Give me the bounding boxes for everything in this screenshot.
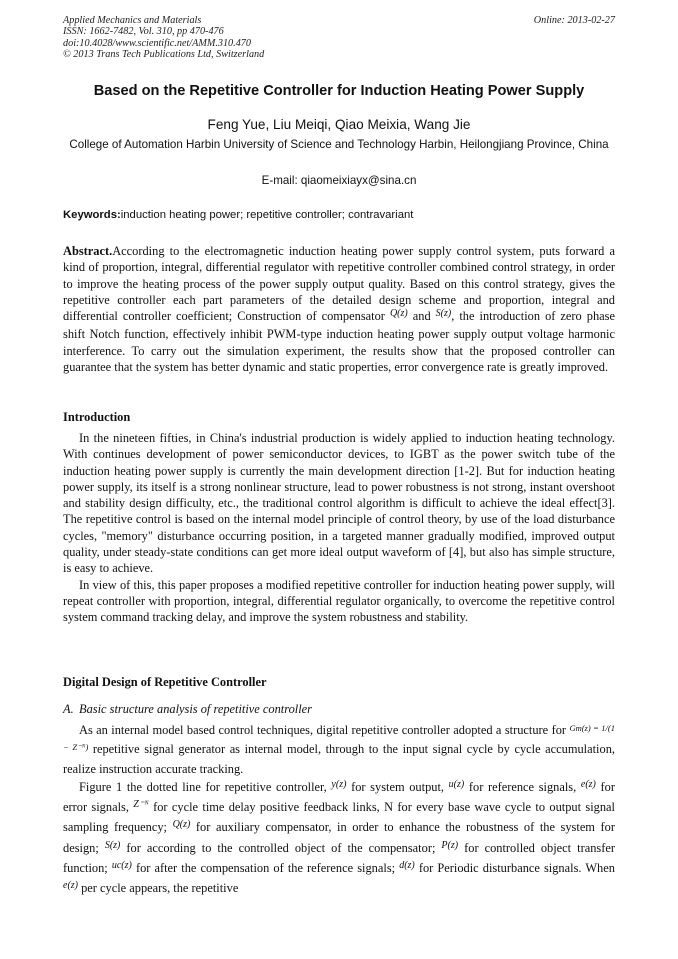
text-run: for controlled object transfer function; [63,840,615,876]
math-s-z: S(z) [435,308,452,320]
affiliation: College of Automation Harbin University of Science and Technology Harbin, Heilongjiang Province, China [69,138,609,151]
abstract-and: and [412,309,431,324]
basic-paragraph-1 [63,721,615,778]
subsection-label: A. [63,702,74,716]
math-y-z: y(z) [331,778,347,790]
doi-line: doi:10.4028/www.scientific.net/AMM.310.470 [63,37,251,49]
intro-paragraph-2: In view of this, this paper proposes a modified repetitive controller for induction heating power supply, will repeat controller with proportion, integral, differential regulator organically, to overcome the repetitive control system command tracking delay, and improve the system robustness and stability. [63,577,615,625]
journal-name: Applied Mechanics and Materials [63,15,202,26]
math-e-z: e(z) [580,778,596,790]
abstract [63,243,615,375]
math-e-z: e(z) [63,880,78,892]
copyright-line: © 2013 Trans Tech Publications Ltd, Switzerland [63,48,265,60]
math-p-z: P(z) [441,839,459,851]
text-run: for error signals, [63,779,615,815]
issn-line: ISSN: 1662-7482, Vol. 310, pp 470-476 [63,26,224,38]
basic-paragraph-2 [63,778,615,900]
subsection-heading [63,702,312,717]
text-run: Figure 1 the dotted line for repetitive controller, [79,779,327,794]
keywords-text: induction heating power; repetitive controller; contravariant [120,209,414,221]
text-run: for Periodic disturbance signals. When [418,861,615,876]
abstract-text-2: , the introduction of zero phase shift Notch function, effectively inhibit PWM-type induction heating power supply output voltage harmonic interference. To carry out the simulation experiment, the results show that the proposed controller can guarantee that the system has better dynamic and static properties, error convergence rate is greatly improved. [63,309,615,375]
text-run: for reference signals, [468,779,577,794]
online-date: Online: 2013-02-27 [533,15,615,26]
math-gm-z: Gm(z) = 1/(1 − Z⁻ᴺ) [63,723,615,753]
paper-title: Based on the Repetitive Controller for Induction Heating Power Supply [93,83,585,99]
subsection-title: Basic structure analysis of repetitive controller [79,702,312,716]
section-heading-digital-design: Digital Design of Repetitive Controller [63,675,267,689]
text-run: for cycle time delay positive feedback links, N for every base wave cycle to output signal sampling frequency; [63,800,615,835]
text-run: for after the compensation of the reference signals; [135,861,396,876]
text-run: As an internal model based control techniques, digital repetitive controller adopted a structure for [79,723,567,737]
contact-email: E-mail: qiaomeixiayx@sina.cn [261,174,417,187]
text-run: for auxiliary compensator, in order to enhance the robustness of the system for design; [63,820,615,855]
math-u-z: u(z) [448,778,465,790]
author-list: Feng Yue, Liu Meiqi, Qiao Meixia, Wang Jie [207,117,471,132]
journal-header [63,15,615,60]
text-run: for according to the controlled object of the compensator; [126,840,436,855]
introduction-body [63,430,615,626]
abstract-label: Abstract. [63,244,113,258]
math-uc-z: uc(z) [111,860,132,872]
math-z-n: Z⁻ᴺ [133,799,149,811]
keywords [63,209,615,221]
math-s-z: S(z) [104,839,121,851]
text-run: for system output, [351,779,445,794]
text-run: repetitive signal generator as internal model, through to the input signal cycle by cycle accumulation, realize instruction accurate tracking. [63,742,615,776]
abstract-text-1: According to the electromagnetic induction heating power supply control system, puts forward a kind of proportion, integral, differential regulator with repetitive controller combined control strategy, in order to improve the heating process of the power supply output quality. Based on this control strategy, gives the repetitive controller each part parameters of the detailed design scheme and proportion, integral and differential controller coefficient; Construction of compensator [63,244,615,324]
keywords-label: Keywords: [63,209,121,221]
math-q-z: Q(z) [172,819,191,831]
math-q-z: Q(z) [389,308,408,320]
intro-paragraph-1: In the nineteen fifties, in China's industrial production is widely applied to induction heating technology. With continues development of power semiconductor devices, to IGBT as the power switch tube of the induction heating power supply is currently the main development direction [1-2]. But for induction heating power supply, its itself is a strong nonlinear structure, lead to power robustness is not strong, instant overshoot and stability design difficulty, etc., the traditional control algorithm is difficult to achieve the ideal effect[3]. The repetitive control is based on the internal model principle of control theory, by use of the load disturbance cycles, "memory" disturbance occurring position, in a targeted manner gradually modified, improved output quality, under steady-state conditions can get more ideal output waveform of [4], but also has simple structure, is easy to achieve. [63,431,615,576]
basic-structure-body [63,721,615,900]
section-heading-introduction: Introduction [63,410,131,424]
math-d-z: d(z) [399,860,415,872]
text-run: per cycle appears, the repetitive [81,881,239,896]
